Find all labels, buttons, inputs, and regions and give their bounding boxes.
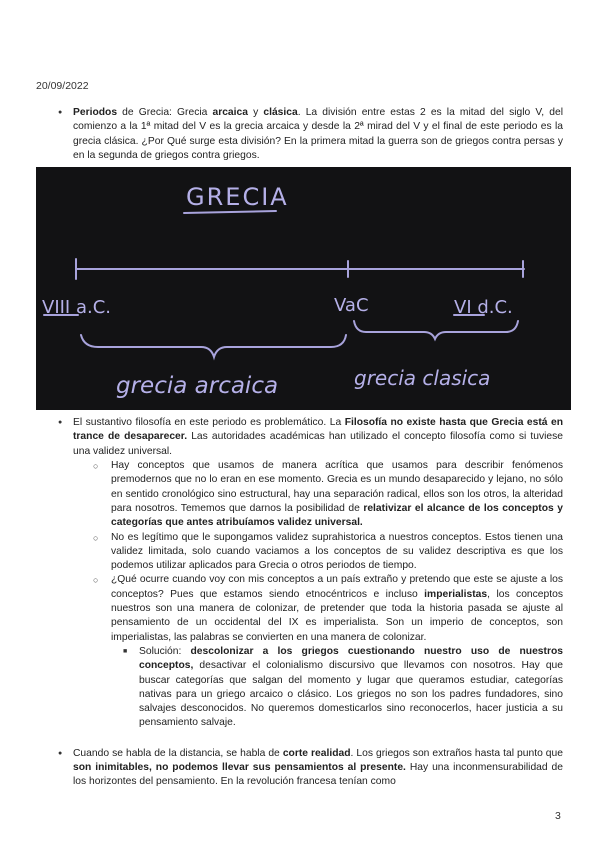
sub-sub-list (111, 645, 563, 731)
whiteboard-title: GRECIA (186, 183, 289, 212)
notes-body (42, 106, 564, 790)
bullet-filosofia: ● El sustantivo filosofía en este periodo es problemático. La Filosofía no existe hasta que Grecia está en trance de desaparecer. Las autoridades académicas han utilizado el concepto filosofía como si tuviese una validez universal. ○ Hay conceptos que usamos de manera acrítica que usamos para describir fenómenos premodernos que no lo eran en ese momento. Grecia es un mundo desaparecido y lejano, no sólo en sentido cronológico sino estructural, hay una separación radical, ellos son los otros, la alteridad para nosotros. Tememos que darnos la posibilidad de relativizar el alcance de los conceptos y categorías que antes atribuíamos validez universal. ○ No es legítimo que le supongamos validez suprahistorica a nuestros conceptos. Estos tienen una validez limitada, solo cuando vaciamos a los conceptos de su validez descriptiva es que los podemos utilizar aplicados para Grecia o otros periodos de tiempo. ○ ¿Qué ocurre cuando voy con mis conceptos a un país extraño y pretendo que este se ajuste a los conceptos? Pues que estamos siendo etnocéntricos e incluso imperialistas, los conceptos nuestros son una manera de colonizar, de pretender que toda la historia pasada se ajuste al pensamiento de un occidental del IX es imperialista. Son un imperio de conceptos, son imperialistas, las palabras se convierten en una manera de colonizar. ■ Solución: descolonizar a los griegos cuestionando nuestro uso de nuestros conceptos, desactivar el colonialismo discursivo que llevamos con nosotros. Hay que buscar categorías que salgan del momento y lugar que queramos estudiar, categorías nativas para un griego arcaico o clásico. Los griegos no son los padres fundadores, sino salvajes desconocidos. No queremos domesticarlos sino reconocerlos, hacer justicia a su pensamiento salvaje. (58, 416, 563, 731)
bullet-list (58, 747, 563, 790)
sub-list (73, 459, 563, 731)
bold-text: clásica (263, 107, 298, 118)
label-left: VIII a.C. (42, 297, 112, 319)
whiteboard-image (36, 167, 571, 410)
bold-text: Periodos (73, 107, 118, 118)
brace-right (354, 321, 518, 339)
label-right: VI d.C. (454, 297, 513, 319)
sub-sub-item-solucion: ■ Solución: descolonizar a los griegos cuestionando nuestro uso de nuestros conceptos, desactivar el colonialismo discursivo que llevamos con nosotros. Hay que buscar categorías que salgan del momento y lugar que queramos estudiar, categorías nativas para un griego arcaico o clásico. Los griegos no son los padres fundadores, sino salvajes desconocidos. No queremos domesticarlos sino reconocerlos, hacer justicia a su pensamiento salvaje. (111, 645, 563, 731)
bold-text: imperialistas (424, 588, 488, 600)
bold-text: corte realidad (282, 747, 351, 759)
bullet-list (58, 106, 563, 163)
bold-text: descolonizar a los griegos cuestionando nuestro uso de nuestros conceptos, (139, 645, 563, 672)
title-underline (184, 211, 276, 213)
bold-text: son inimitables, no podemos llevar sus pensamientos al presente. (73, 762, 406, 774)
bullet-list (58, 416, 563, 731)
date-header: 20/09/2022 (36, 80, 89, 92)
label-mid: VaC (334, 295, 369, 317)
label-grecia-clasica: grecia clasica (354, 366, 491, 391)
page-number: 3 (555, 810, 561, 822)
label-grecia-arcaica: grecia arcaica (116, 373, 279, 400)
bold-text: Filosofía no existe hasta que Grecia está en trance de desaparecer. (73, 417, 564, 443)
bold-text: arcaica (212, 107, 248, 118)
sub-item-imperialismo: ○ ¿Qué ocurre cuando voy con mis conceptos a un país extraño y pretendo que este se ajuste a los conceptos? Pues que estamos siendo etnocéntricos e incluso imperialistas, los conceptos nuestros son una manera de colonizar, de pretender que toda la historia pasada se ajuste al pensamiento de un occidental del IX es imperialista. Son un imperio de conceptos, son imperialistas, las palabras se convierten en una manera de colonizar. ■ Solución: descolonizar a los griegos cuestionando nuestro uso de nuestros conceptos, desactivar el colonialismo discursivo que llevamos con nosotros. Hay que buscar categorías que salgan del momento y lugar que queramos estudiar, categorías nativas para un griego arcaico o clásico. Los griegos no son los padres fundadores, sino salvajes desconocidos. No queremos domesticarlos sino reconocerlos, hacer justicia a su pensamiento salvaje. (73, 573, 563, 730)
sub-item-validez: ○ No es legítimo que le supongamos validez suprahistorica a nuestros conceptos. Estos tienen una validez limitada, solo cuando vaciamos a los conceptos de su validez descriptiva es que los podemos utilizar aplicados para Grecia o otros periodos de tiempo. (73, 531, 563, 574)
whiteboard-drawing (36, 167, 571, 410)
bold-text: relativizar el alcance de los conceptos y categorías que antes atribuíamos validez universal. (111, 502, 563, 529)
brace-left (81, 335, 346, 357)
bullet-distancia: ● Cuando se habla de la distancia, se habla de corte realidad. Los griegos son extraños hasta tal punto que son inimitables, no podemos llevar sus pensamientos al presente. Hay una inconmensurabilidad de los horizontes del pensamiento. En la revolución francesa tenían como (58, 747, 563, 790)
bullet-periodos: ● Periodos de Grecia: Grecia arcaica y clásica. La división entre estas 2 es la mitad del siglo V, del comienzo a la 1ª mitad del V es la grecia arcaica y desde la 2ª mirad del V y el final de este periodo es la grecia clásica. ¿Por Qué surge esta división? En la primera mitad la guerra son de griegos contra persas y en la segunda de griegos contra griegos. (58, 106, 563, 163)
sub-item-conceptos: ○ Hay conceptos que usamos de manera acrítica que usamos para describir fenómenos premodernos que no lo eran en ese momento. Grecia es un mundo desaparecido y lejano, no sólo en sentido cronológico sino estructural, hay una separación radical, ellos son los otros, la alteridad para nosotros. Tememos que darnos la posibilidad de relativizar el alcance de los conceptos y categorías que antes atribuíamos validez universal. (73, 459, 563, 530)
